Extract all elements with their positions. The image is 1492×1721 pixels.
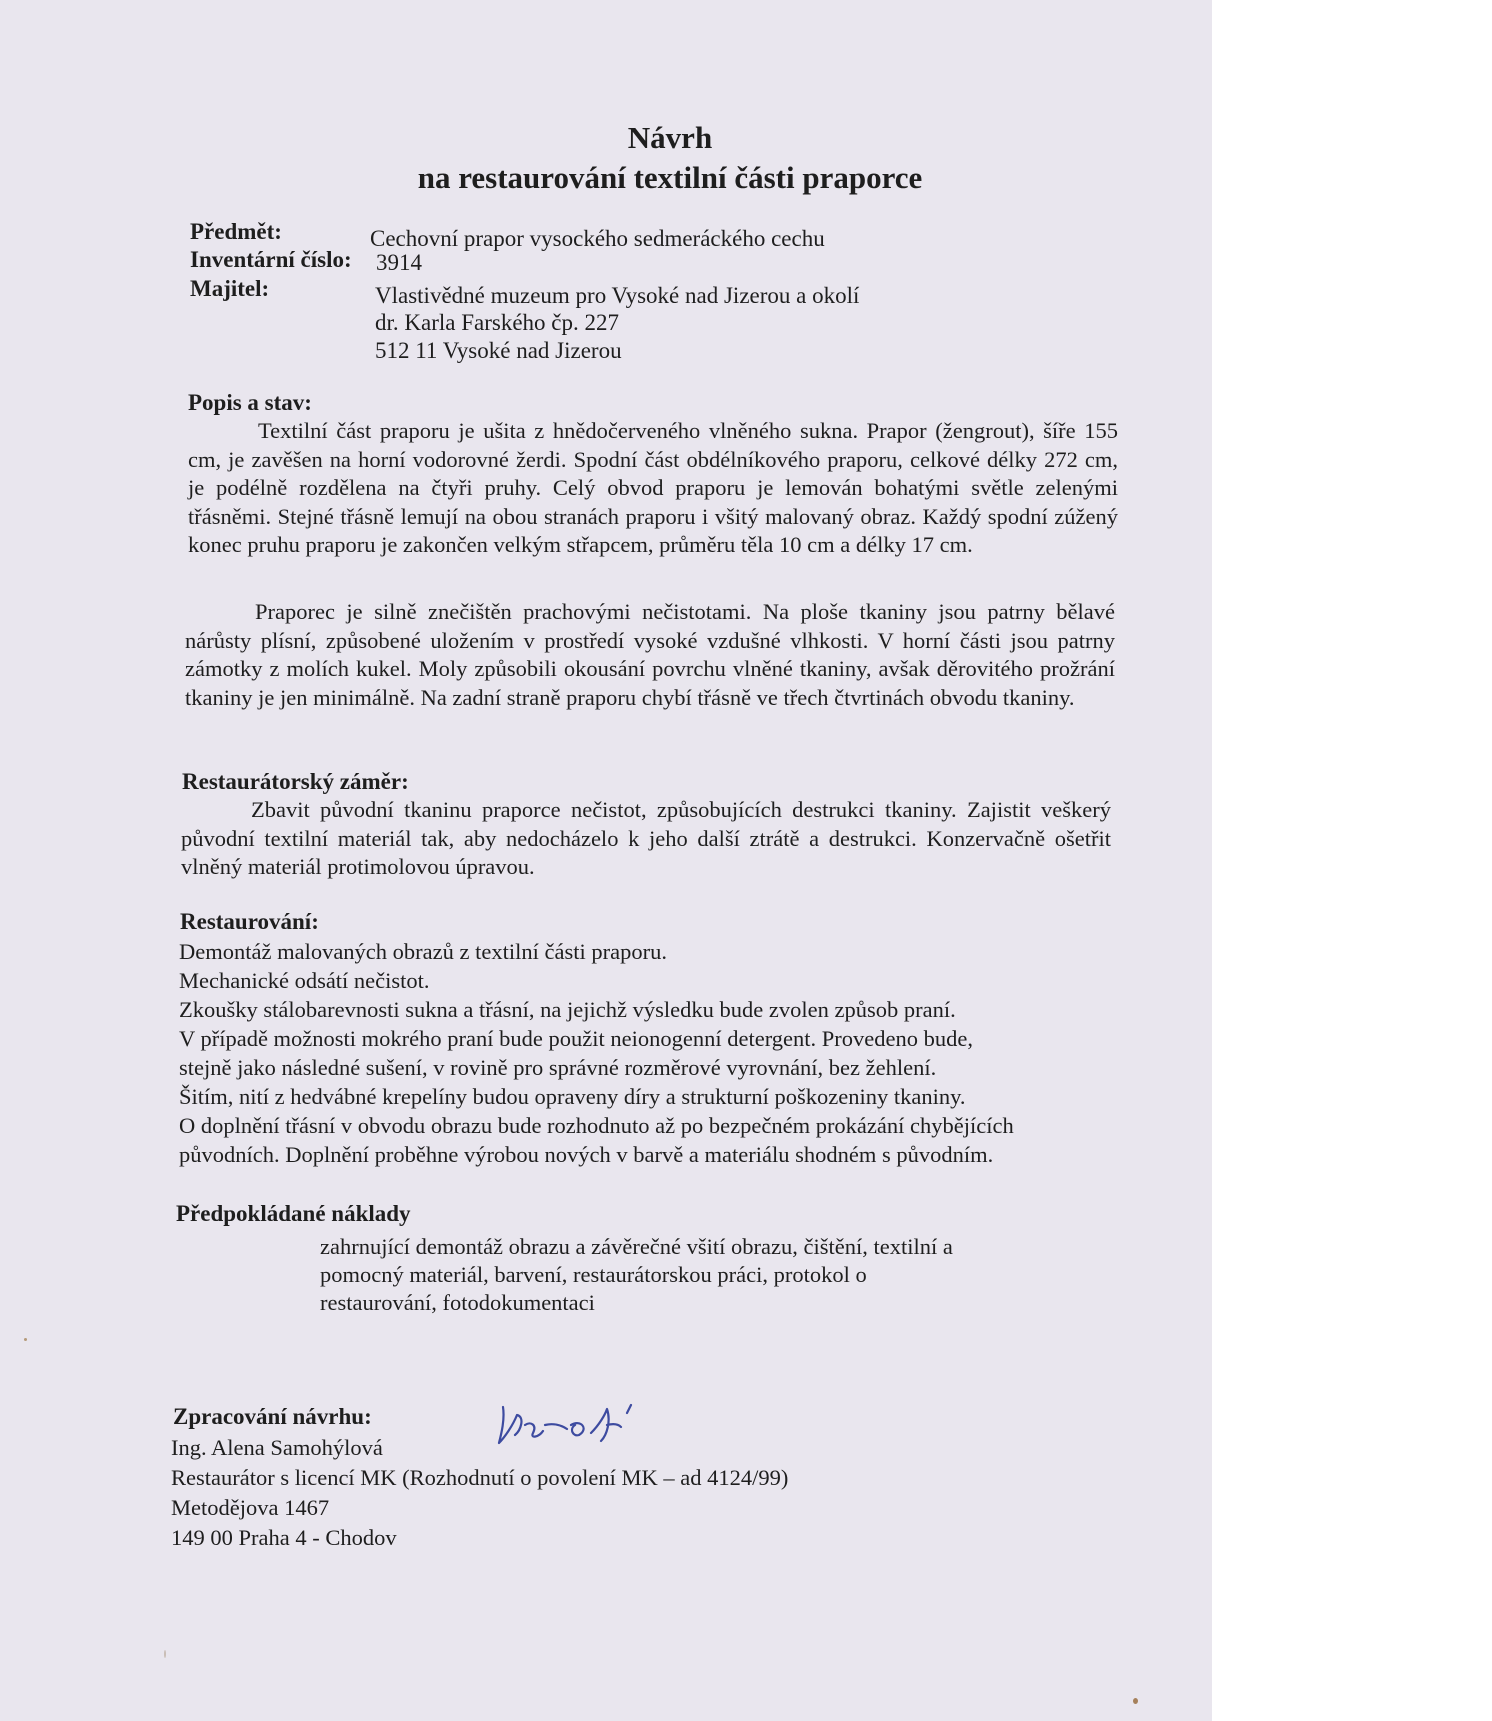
costs-line: zahrnující demontáž obrazu a závěrečné všití obrazu, čištění, textilní a [320,1234,953,1259]
restoration-line: V případě možnosti mokrého praní bude použit neionogenní detergent. Provedeno bude, [179,1026,973,1051]
subject-value: Cechovní prapor vysockého sedmeráckého cechu [370,226,825,251]
author-details [171,1433,788,1553]
restoration-heading: Restaurování: [180,909,319,934]
costs-line: pomocný materiál, barvení, restaurátorskou práci, protokol o [320,1262,867,1287]
author-heading: Zpracování návrhu: [173,1404,372,1429]
restoration-line: původních. Doplnění proběhne výrobou nových v barvě a materiálu shodném s původním. [179,1142,994,1167]
description-heading: Popis a stav: [188,390,312,415]
document-title: Návrh [627,120,713,155]
intent-paragraph [181,796,1111,882]
author-name: Ing. Alena Samohýlová [171,1435,383,1460]
restoration-line: Mechanické odsátí nečistot. [179,968,430,993]
intent-heading: Restaurátorský záměr: [182,769,409,794]
description-paragraph-1 [188,417,1118,560]
description-paragraph-1-text: Textilní část praporu je ušita z hnědočerveného vlněného sukna. Prapor (žengrout), šíře 155 cm, je zavěšen na horní vodorovné žerdi. Spodní část obdélníkového praporu, celkové délky 272 cm, je podélně rozdělena na čtyři pruhy. Celý obvod praporu je lemován bohatými světle zelenými třásněmi. Stejné třásně lemují na obou stranách praporu i všitý malovaný obraz. Každý spodní zúžený konec pruhu praporu je zakončen velkým střapcem, průměru těla 10 cm a délky 17 cm. [188,418,1118,557]
description-paragraph-2 [185,598,1115,712]
description-paragraph-2-text: Praporec je silně znečištěn prachovými nečistotami. Na ploše tkaniny jsou patrny bělavé nárůsty plísní, způsobené uložením v prostředí vysoké vzdušné vlhkosti. V horní části jsou patrny zámotky z molích kukel. Moly způsobili okousání povrchu vlněné tkaniny, avšak děrovitého prožrání tkaniny je jen minimálně. Na zadní straně praporu chybí třásně ve třech čtvrtinách obvodu tkaniny. [185,599,1115,710]
owner-line-1: Vlastivědné muzeum pro Vysoké nad Jizerou a okolí [375,283,860,308]
owner-line-2: dr. Karla Farského čp. 227 [375,310,619,335]
owner-line-3: 512 11 Vysoké nad Jizerou [375,338,622,363]
author-city: 149 00 Praha 4 - Chodov [171,1525,397,1550]
restoration-line: Zkoušky stálobarevnosti sukna a třásní, na jejichž výsledku bude zvolen způsob praní. [179,997,956,1022]
costs-heading: Předpokládané náklady [176,1201,411,1226]
scan-speck [1133,1698,1138,1704]
author-street: Metodějova 1467 [171,1495,330,1520]
signature [495,1395,675,1465]
inventory-value: 3914 [376,250,422,275]
scan-speck [164,1650,166,1658]
intent-paragraph-text: Zbavit původní tkaninu praporce nečistot, způsobujících destrukci tkaniny. Zajistit veškerý původní textilní materiál tak, aby nedocházelo k jeho další ztrátě a destrukci. Konzervačně ošetřit vlněný materiál protimolovou úpravou. [181,797,1111,879]
subject-label: Předmět: [190,219,282,244]
restoration-line: O doplnění třásní v obvodu obrazu bude rozhodnuto až po bezpečném prokázání chybějících [179,1113,1014,1138]
restoration-line: stejně jako následné sušení, v rovině pro správné rozměrové vyrovnání, bez žehlení. [179,1055,937,1080]
restoration-line: Šitím, nití z hedvábné krepelíny budou opraveny díry a strukturní poškozeniny tkaniny. [179,1084,966,1109]
inventory-label: Inventární číslo: [190,247,352,272]
costs-description [320,1233,953,1317]
scan-speck [24,1338,27,1341]
costs-line: restaurování, fotodokumentaci [320,1290,595,1315]
restoration-list [179,937,1014,1169]
owner-label: Majitel: [190,276,270,301]
document-subtitle: na restaurování textilní části praporce [417,160,923,195]
restoration-line: Demontáž malovaných obrazů z textilní části praporu. [179,939,667,964]
author-license: Restaurátor s licencí MK (Rozhodnutí o povolení MK – ad 4124/99) [171,1465,789,1490]
